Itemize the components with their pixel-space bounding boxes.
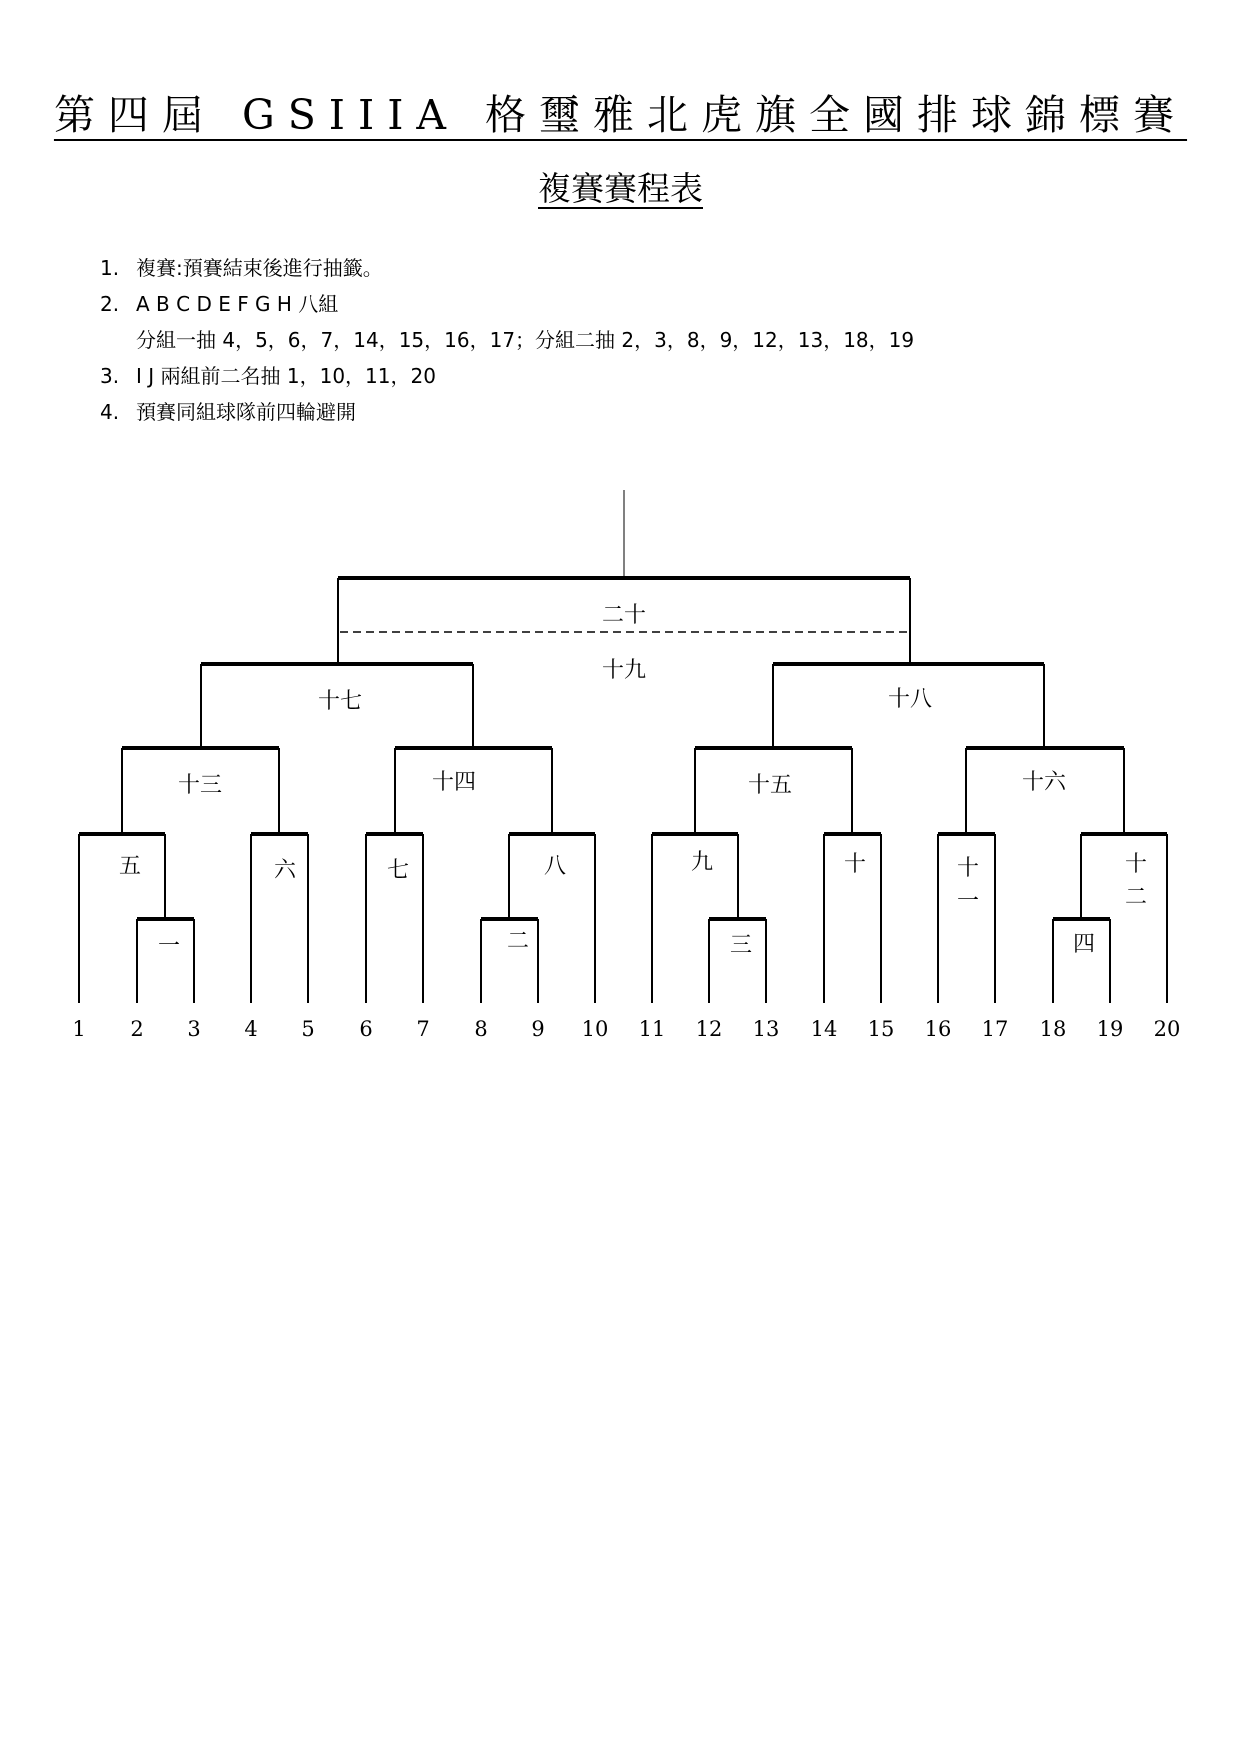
match-label-6: 六	[273, 858, 297, 883]
rule-text: A B C D E F G H 八組	[136, 292, 339, 316]
seed-number: 7	[416, 1017, 430, 1041]
seed-number: 16	[924, 1017, 952, 1041]
seed-number: 14	[810, 1017, 838, 1041]
match-label-14: 十四	[431, 770, 477, 795]
match-label-11-top: 十	[956, 856, 980, 881]
match-label-8: 八	[543, 854, 567, 879]
match-label-17: 十七	[317, 689, 363, 714]
match-label-15: 十五	[747, 773, 793, 798]
seed-number: 1	[72, 1017, 86, 1041]
rule-subtext: 分組一抽 4，5，6，7，14，15，16，17；分組二抽 2，3，8，9，12，13，18，19	[136, 328, 915, 352]
seed-number: 4	[244, 1017, 258, 1041]
seed-number: 12	[695, 1017, 723, 1041]
rule-number: 4.	[100, 400, 120, 424]
match-label-4: 四	[1072, 932, 1096, 957]
seed-number: 3	[187, 1017, 201, 1041]
seed-number: 11	[638, 1017, 666, 1041]
seed-number: 9	[531, 1017, 545, 1041]
page-subtitle: 複賽賽程表	[538, 169, 703, 208]
match-label-2: 二	[506, 929, 530, 954]
seed-number: 2	[130, 1017, 144, 1041]
seed-number: 10	[581, 1017, 609, 1041]
match-label-16: 十六	[1021, 770, 1067, 795]
match-label-12-bottom: 二	[1124, 885, 1148, 910]
seed-row	[72, 1017, 1180, 1041]
seed-number: 13	[752, 1017, 780, 1041]
seed-number: 17	[981, 1017, 1009, 1041]
seed-number: 5	[301, 1017, 315, 1041]
seed-number: 15	[867, 1017, 895, 1041]
match-label-20: 二十	[601, 603, 647, 628]
match-label-12-top: 十	[1124, 852, 1148, 877]
rule-number: 3.	[100, 364, 120, 388]
bracket-lines	[79, 490, 1167, 1003]
rule-text: 預賽同組球隊前四輪避開	[136, 400, 356, 424]
page-title: 第四屆 GSIIIA 格璽雅北虎旗全國排球錦標賽	[53, 91, 1188, 139]
seed-number: 6	[359, 1017, 373, 1041]
match-label-9: 九	[690, 850, 714, 875]
seed-number: 19	[1096, 1017, 1124, 1041]
match-label-3: 三	[729, 933, 753, 958]
match-label-18: 十八	[887, 687, 933, 712]
match-label-5: 五	[118, 854, 142, 879]
match-label-1: 一	[157, 934, 181, 959]
rule-text: I J 兩組前二名抽 1，10，11，20	[136, 364, 436, 388]
match-label-11-bottom: 一	[956, 889, 980, 914]
seed-number: 18	[1039, 1017, 1067, 1041]
rule-text: 複賽:預賽結束後進行抽籤。	[136, 256, 383, 280]
match-label-13: 十三	[177, 773, 223, 798]
seed-number: 20	[1153, 1017, 1181, 1041]
match-label-7: 七	[386, 858, 410, 883]
match-label-10: 十	[843, 852, 867, 877]
match-label-19: 十九	[601, 658, 647, 683]
seed-number: 8	[474, 1017, 488, 1041]
rule-number: 1.	[100, 256, 120, 280]
rule-number: 2.	[100, 292, 120, 316]
